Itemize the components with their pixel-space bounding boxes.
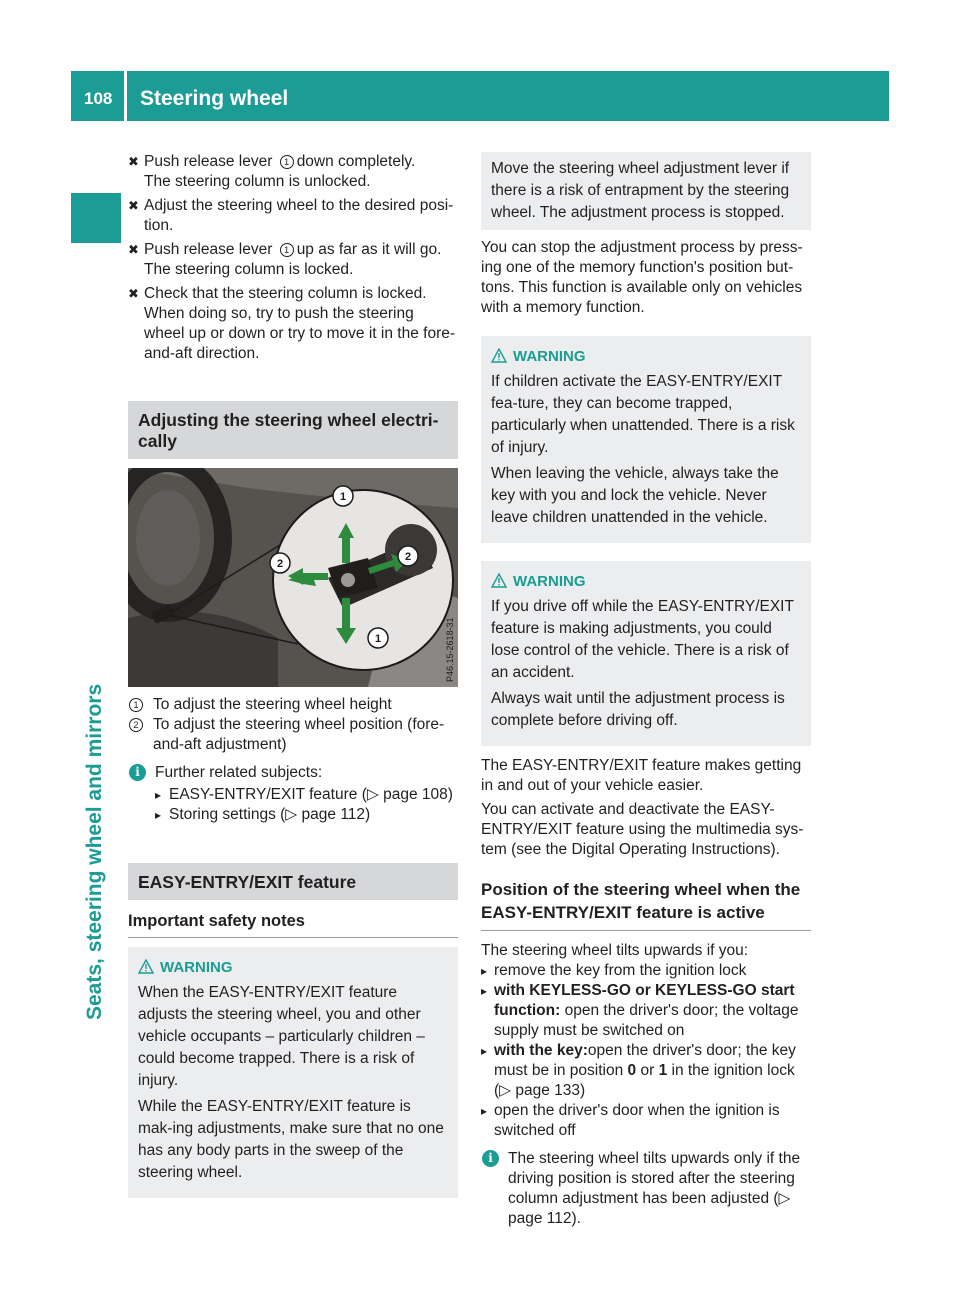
warning-triangle-icon [491, 348, 507, 363]
warning-heading: WARNING [491, 346, 801, 368]
tilt-conditions-list [481, 961, 811, 1141]
step-item: ✖ Push release lever 1 down completely. The steering column is unlocked. [128, 152, 458, 192]
section-heading-electric-adjust: Adjusting the steering wheel electri-cally [128, 401, 458, 459]
figure-callout: 1 [374, 633, 382, 645]
notice-box: Move the steering wheel adjustment lever if there is a risk of entrapment by the steering wheel. The adjustment process is stopped. [481, 152, 811, 230]
steering-column-illustration [128, 468, 458, 687]
step-result: The steering column is locked. [144, 261, 354, 278]
step-result: When doing so, try to push the steering wheel up or down or try to move it in the fore-and-aft direction. [144, 305, 456, 362]
figure-callout: 1 [339, 491, 347, 503]
callout-1-icon: 1 [280, 243, 294, 257]
info-icon: i [482, 1150, 499, 1167]
warning-box: WARNING When the EASY-ENTRY/EXIT feature adjusts the steering wheel, you and other vehicle occupants – particularly children – could become trapped. There is a risk of injury. While the EASY-ENTRY/EXIT feature is mak-ing adjustments, make sure that no one has any body parts in the sweep of the steering wheel. [128, 947, 458, 1198]
list-item: ▸ with the key:open the driver's door; the key must be in position 0 or 1 in the ignition lock (▷ page 133) [481, 1041, 811, 1101]
steering-lever-figure [128, 468, 458, 687]
info-note: i Further related subjects: ▸ EASY-ENTRY/EXIT feature (▷ page 108) ▸ Storing settings (▷ page 112) [128, 763, 458, 825]
legend-item: 1 To adjust the steering wheel height [128, 695, 458, 715]
step-marker-icon: ✖ [128, 286, 139, 301]
side-tab-block [71, 193, 121, 243]
paragraph: You can stop the adjustment process by press-ing one of the memory function's position but-tons. This function is available only on vehicles with a memory function. [481, 239, 803, 316]
figure-callout: 2 [276, 558, 284, 570]
list-item: ▸ open the driver's door when the ignition is switched off [481, 1101, 811, 1141]
list-item: ▸ with KEYLESS-GO or KEYLESS-GO start function: open the driver's door; the voltage supply must be switched on [481, 981, 811, 1041]
warning-heading: WARNING [138, 957, 448, 979]
paragraph: The steering wheel tilts upwards if you: [481, 942, 749, 959]
page-number: 108 [84, 89, 113, 108]
page-title: Steering wheel [140, 87, 289, 110]
list-item: ▸ remove the key from the ignition lock [481, 961, 811, 981]
info-note: i The steering wheel tilts upwards only if the driving position is stored after the steering column adjustment has been adjusted (▷ page 112). [481, 1149, 811, 1229]
warning-triangle-icon [138, 959, 154, 974]
step-marker-icon: ✖ [128, 154, 139, 169]
callout-1-icon: 1 [280, 155, 294, 169]
related-subjects-list [155, 785, 458, 825]
paragraph: The EASY-ENTRY/EXIT feature makes getting in and out of your vehicle easier. [481, 757, 802, 794]
step-item: ✖ Adjust the steering wheel to the desired posi-tion. [128, 197, 454, 234]
warning-box: WARNING If you drive off while the EASY-ENTRY/EXIT feature is making adjustments, you could lose control of the vehicle. There is a risk of an accident. Always wait until the adjustment process is complete before driving off. [481, 561, 811, 746]
step-marker-icon: ✖ [128, 242, 139, 257]
figure-code: P46.15-2618-31 [445, 617, 455, 682]
header-divider [124, 71, 127, 121]
list-item[interactable]: ▸ EASY-ENTRY/EXIT feature (▷ page 108) [155, 785, 458, 805]
callout-1-icon: 1 [129, 698, 143, 712]
warning-heading: WARNING [491, 571, 801, 593]
step-result: The steering column is unlocked. [144, 173, 371, 190]
paragraph: You can activate and deactivate the EASY-ENTRY/EXIT feature using the multimedia sys-tem (see the Digital Operating Instructions). [481, 801, 804, 858]
subsection-heading: Important safety notes [128, 909, 458, 938]
right-column [481, 152, 811, 1229]
left-column [128, 152, 458, 1198]
warning-triangle-icon [491, 573, 507, 588]
legend-item: 2 To adjust the steering wheel position (fore-and-aft adjustment) [128, 715, 458, 755]
section-heading-tilt: Position of the steering wheel when the EASY-ENTRY/EXIT feature is active [481, 878, 811, 931]
section-heading-easy-entry: EASY-ENTRY/EXIT feature [128, 863, 458, 900]
list-item[interactable]: ▸ Storing settings (▷ page 112) [155, 805, 458, 825]
step-marker-icon: ✖ [128, 198, 139, 213]
callout-2-icon: 2 [129, 718, 143, 732]
warning-box: WARNING If children activate the EASY-ENTRY/EXIT fea-ture, they can become trapped, particularly when unattended. There is a risk of injury. When leaving the vehicle, always take the key with you and lock the vehicle. Never leave children unattended in the vehicle. [481, 336, 811, 543]
figure-callout: 2 [404, 551, 412, 563]
step-item: ✖ Push release lever 1 up as far as it will go. The steering column is locked. [128, 240, 458, 280]
info-icon: i [129, 764, 146, 781]
step-item: ✖ Check that the steering column is locked. When doing so, try to push the steering wheel up or down or try to move it in the fore-and-aft direction. [128, 284, 458, 364]
